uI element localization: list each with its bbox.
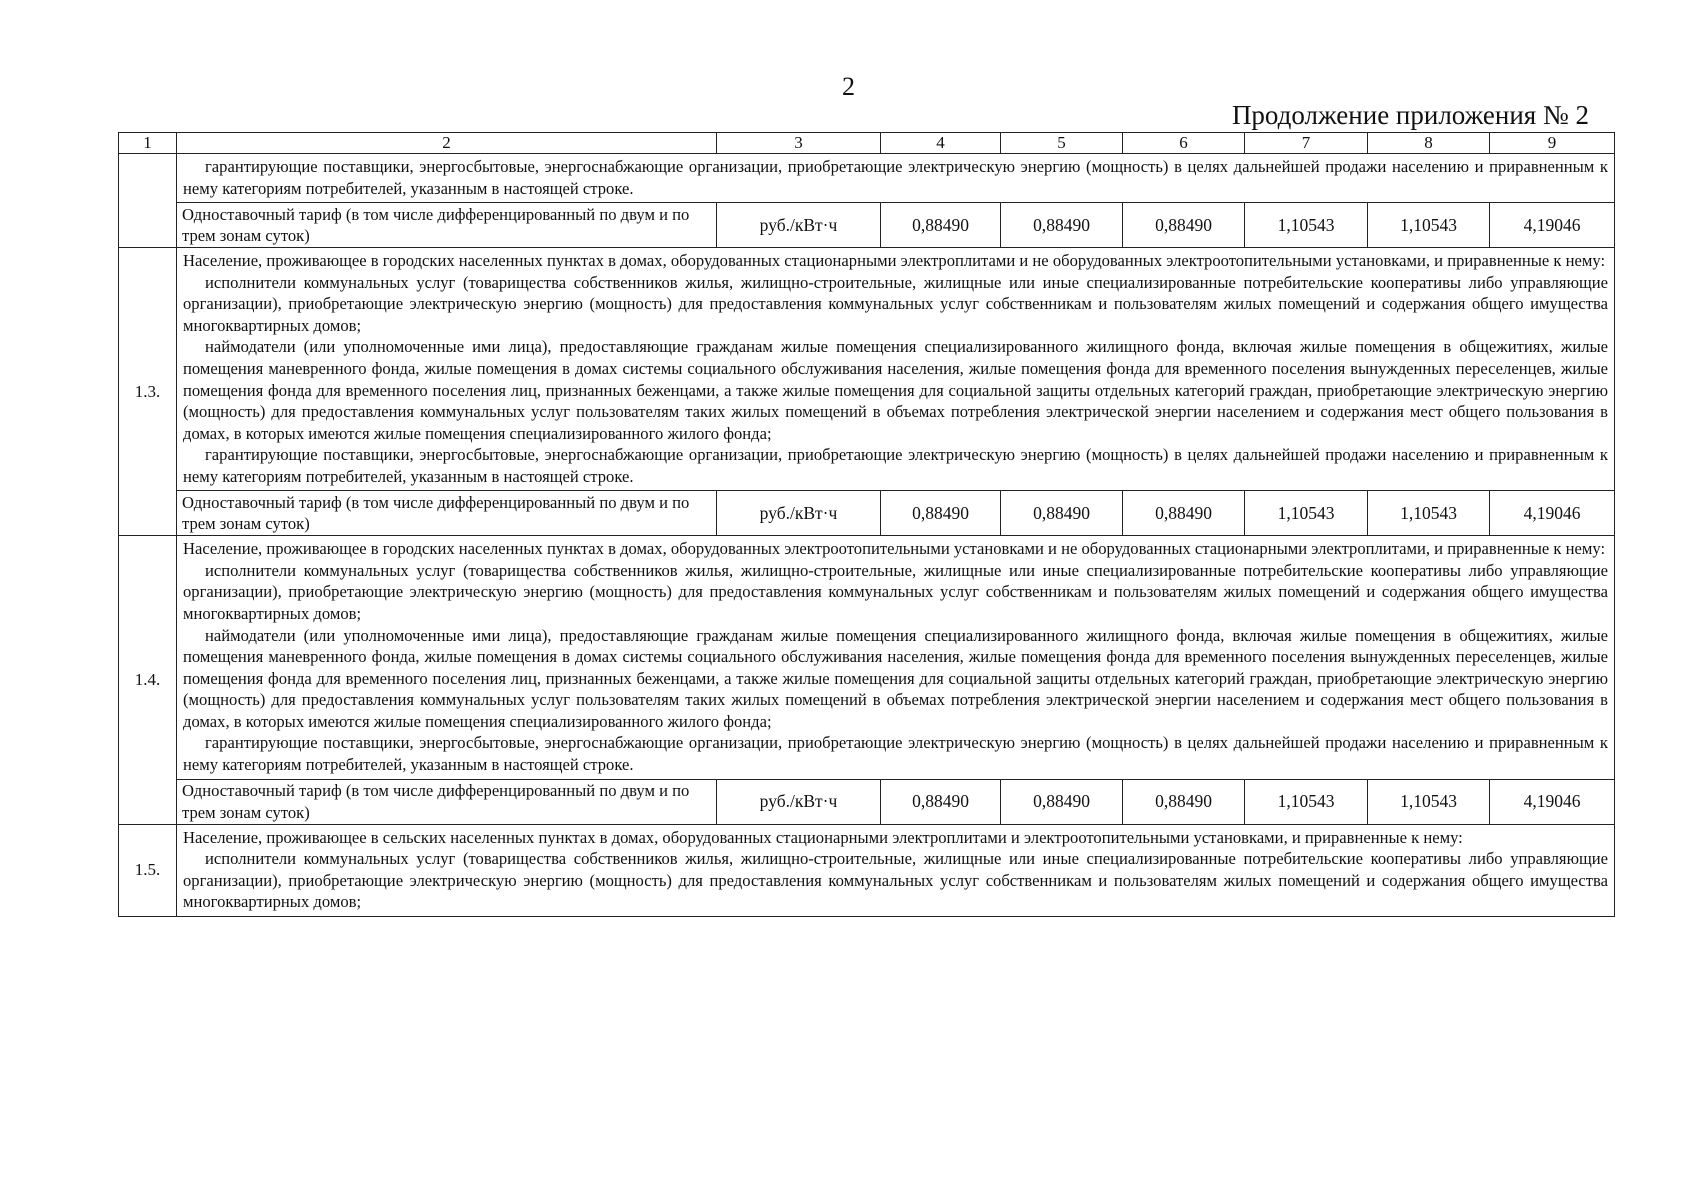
page-number: 2 [842,72,855,101]
tariff-value: 0,88490 [881,203,1001,248]
tariff-value: 0,88490 [1123,203,1245,248]
header-cell: 8 [1368,133,1490,154]
section-description [177,536,1615,779]
tariff-value: 1,10543 [1245,779,1368,824]
section-description-row [119,536,1615,779]
description-paragraph: исполнители коммунальных услуг (товарищества собственников жилья, жилищно-строительные, жилищные или иные специализированные потребительские кооперативы либо управляющие организации), приобретающие электрическую энергию (мощность) для предоставления коммунальных услуг собственникам и пользователям жилых помещений и содержания общего имущества многоквартирных домов; [183,849,1608,912]
section-description-row [119,248,1615,491]
tariff-value: 4,19046 [1490,203,1615,248]
header-cell: 1 [119,133,177,154]
section-description [177,824,1615,916]
tariff-value: 1,10543 [1368,203,1490,248]
tariff-value: 0,88490 [1123,779,1245,824]
tariff-value: 1,10543 [1368,779,1490,824]
header-cell: 6 [1123,133,1245,154]
tariff-name: Одноставочный тариф (в том числе дифференцированный по двум и по трем зонам суток) [177,779,717,824]
header-cell: 4 [881,133,1001,154]
section-description [177,154,1615,203]
tariff-row [119,779,1615,824]
section-number: 1.4. [119,536,177,824]
section-number: 1.5. [119,824,177,916]
section-number: 1.3. [119,248,177,536]
header-row [119,133,1615,154]
tariff-value: 4,19046 [1490,779,1615,824]
tariff-unit: руб./кВт·ч [717,779,881,824]
table-body [119,133,1615,917]
tariff-value: 0,88490 [1001,491,1123,536]
description-paragraph: наймодатели (или уполномоченные ими лица), предоставляющие гражданам жилые помещения специализированного жилищного фонда, включая жилые помещения в общежитиях, жилые помещения маневренного фонда, жилые помещения в домах системы социального обслуживания населения, жилые помещения фонда для временного поселения вынужденных переселенцев, жилые помещения фонда для временного поселения лиц, признанных беженцами, а также жилые помещения для социальной защиты отдельных категорий граждан, приобретающие электрическую энергию (мощность) для предоставления коммунальных услуг пользователям таких жилых помещений в объемах потребления электрической энергии населением и содержания мест общего пользования в домах, в которых имеются жилые помещения специализированного жилого фонда; [183,337,1608,443]
section-description-row [119,824,1615,916]
tariff-value: 0,88490 [881,491,1001,536]
header-cell: 9 [1490,133,1615,154]
tariff-unit: руб./кВт·ч [717,203,881,248]
tariff-value: 0,88490 [881,779,1001,824]
section-description-row [119,154,1615,203]
tariff-name: Одноставочный тариф (в том числе дифференцированный по двум и по трем зонам суток) [177,491,717,536]
description-paragraph: наймодатели (или уполномоченные ими лица), предоставляющие гражданам жилые помещения специализированного жилищного фонда, включая жилые помещения в общежитиях, жилые помещения маневренного фонда, жилые помещения в домах системы социального обслуживания населения, жилые помещения фонда для временного поселения вынужденных переселенцев, жилые помещения фонда для временного поселения лиц, признанных беженцами, а также жилые помещения для социальной защиты отдельных категорий граждан, приобретающие электрическую энергию (мощность) для предоставления коммунальных услуг пользователям таких жилых помещений в объемах потребления электрической энергии населением и содержания мест общего пользования в домах, в которых имеются жилые помещения специализированного жилого фонда; [183,625,1608,731]
section-number [119,154,177,248]
description-paragraph: Население, проживающее в городских населенных пунктах в домах, оборудованных стационарными электроплитами и не оборудованных электроотопительными установками, и приравненные к нему: [183,251,1606,271]
tariff-name: Одноставочный тариф (в том числе дифференцированный по двум и по трем зонам суток) [177,203,717,248]
header-cell: 5 [1001,133,1123,154]
description-paragraph: гарантирующие поставщики, энергосбытовые, энергоснабжающие организации, приобретающие электрическую энергию (мощность) в целях дальнейшей продажи населению и приравненным к нему категориям потребителей, указанным в настоящей строке. [183,445,1608,486]
description-paragraph: исполнители коммунальных услуг (товарищества собственников жилья, жилищно-строительные, жилищные или иные специализированные потребительские кооперативы либо управляющие организации), приобретающие электрическую энергию (мощность) для предоставления коммунальных услуг собственникам и пользователям жилых помещений и содержания общего имущества многоквартирных домов; [183,560,1608,623]
tariff-value: 0,88490 [1001,779,1123,824]
header-cell: 2 [177,133,717,154]
tariff-value: 1,10543 [1245,203,1368,248]
tariff-value: 1,10543 [1245,491,1368,536]
description-paragraph: Население, проживающее в сельских населенных пунктах в домах, оборудованных стационарными электроплитами и электроотопительными установками, и приравненные к нему: [183,827,1463,847]
header-cell: 3 [717,133,881,154]
section-description [177,248,1615,491]
tariff-row [119,203,1615,248]
tariff-value: 1,10543 [1368,491,1490,536]
tariff-unit: руб./кВт·ч [717,491,881,536]
tariff-value: 4,19046 [1490,491,1615,536]
description-paragraph: гарантирующие поставщики, энергосбытовые, энергоснабжающие организации, приобретающие электрическую энергию (мощность) в целях дальнейшей продажи населению и приравненным к нему категориям потребителей, указанным в настоящей строке. [183,733,1608,774]
description-paragraph: Население, проживающее в городских населенных пунктах в домах, оборудованных электроотопительными установками и не оборудованных стационарными электроплитами, и приравненные к нему: [183,539,1606,559]
tariff-value: 0,88490 [1001,203,1123,248]
description-paragraph: исполнители коммунальных услуг (товарищества собственников жилья, жилищно-строительные, жилищные или иные специализированные потребительские кооперативы либо управляющие организации), приобретающие электрическую энергию (мощность) для предоставления коммунальных услуг собственникам и пользователям жилых помещений и содержания общего имущества многоквартирных домов; [183,272,1608,335]
tariff-value: 0,88490 [1123,491,1245,536]
description-paragraph: гарантирующие поставщики, энергосбытовые, энергоснабжающие организации, приобретающие электрическую энергию (мощность) в целях дальнейшей продажи населению и приравненным к нему категориям потребителей, указанным в настоящей строке. [183,157,1608,198]
header-cell: 7 [1245,133,1368,154]
tariff-table [118,132,1615,917]
appendix-title: Продолжение приложения № 2 [1231,100,1589,130]
tariff-row [119,491,1615,536]
